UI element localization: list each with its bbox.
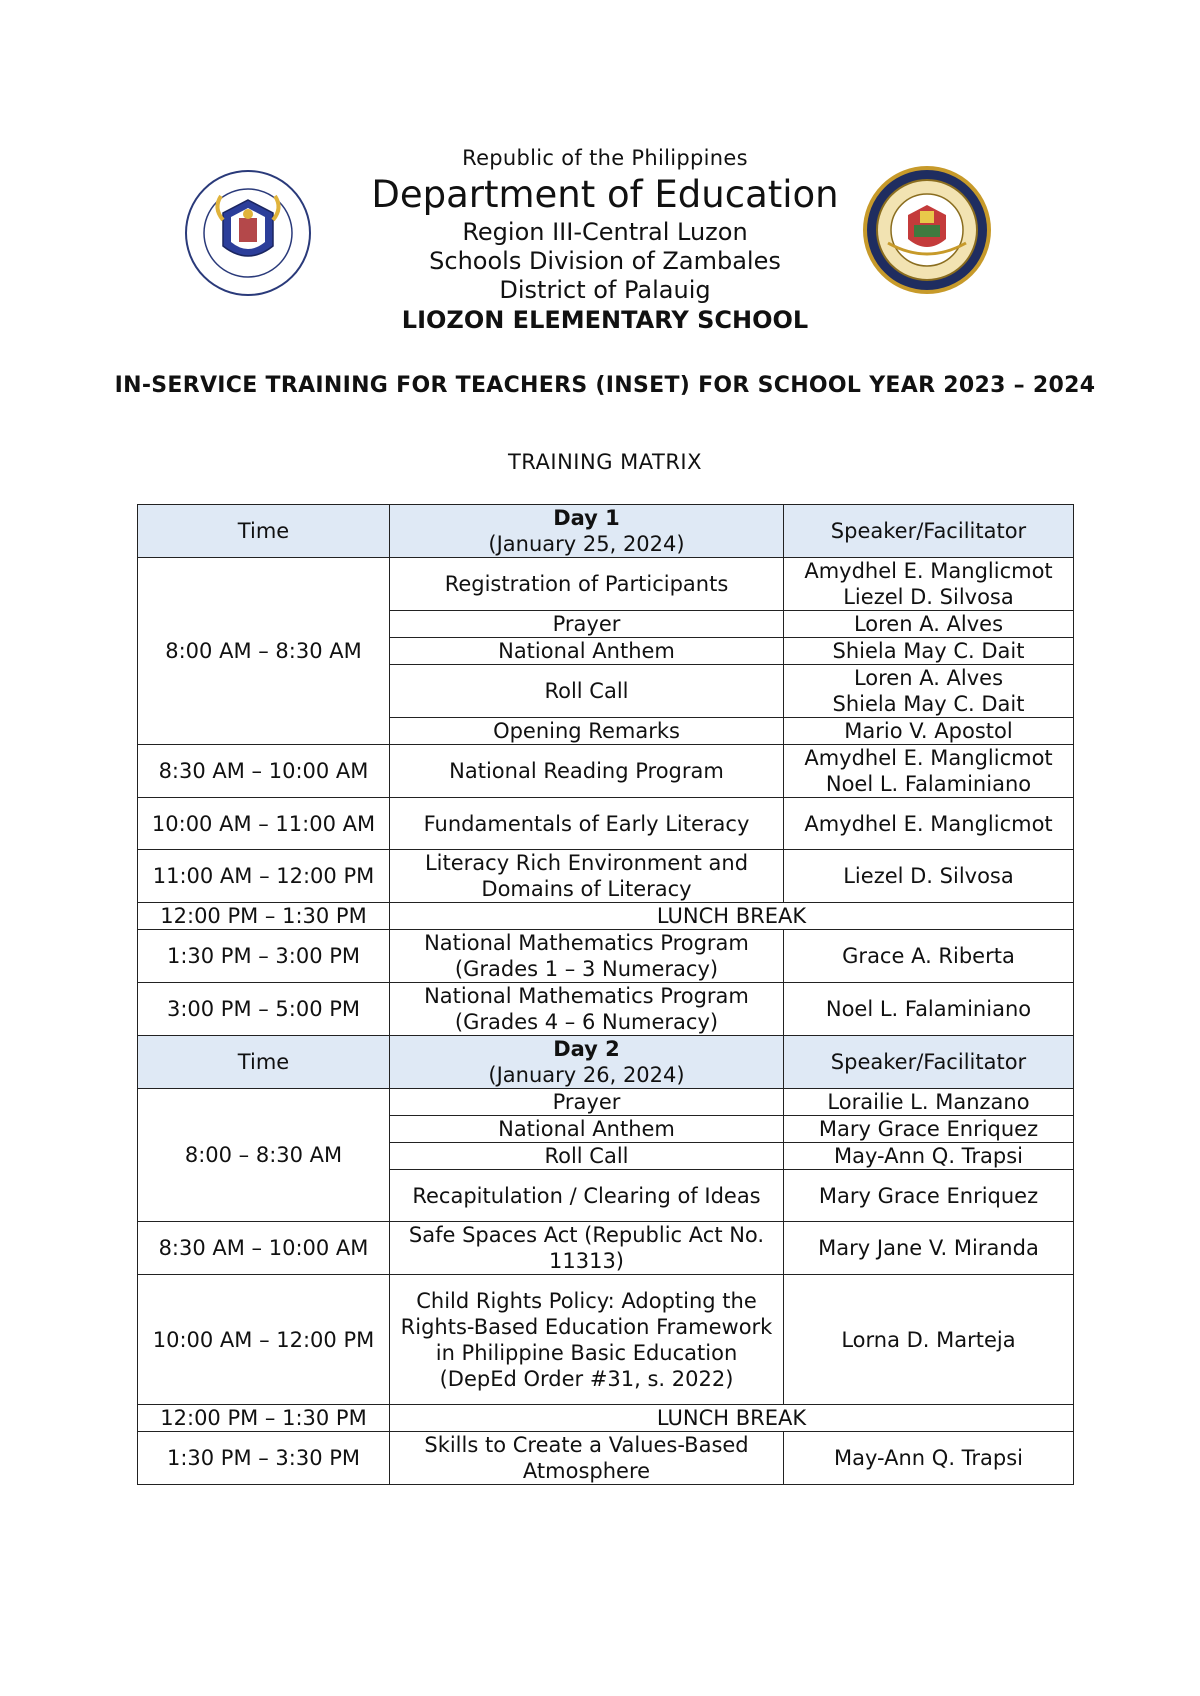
activity-cell: National Anthem	[390, 638, 784, 665]
table-row	[138, 983, 1074, 1036]
speaker-cell: Amydhel E. Manglicmot	[784, 798, 1074, 850]
day1-header	[390, 505, 784, 558]
activity-cell: Child Rights Policy: Adopting the Rights-Based Education Framework in Philippine Basic Education (DepEd Order #31, s. 2022)	[390, 1275, 784, 1405]
table-row	[138, 1222, 1074, 1275]
activity-cell: Literacy Rich Environment and Domains of Literacy	[390, 850, 784, 903]
day2-label: Day 2	[553, 1037, 620, 1061]
time-cell: 12:00 PM – 1:30 PM	[138, 903, 390, 930]
speaker-cell: May-Ann Q. Trapsi	[784, 1432, 1074, 1485]
document-title: IN-SERVICE TRAINING FOR TEACHERS (INSET) FOR SCHOOL YEAR 2023 – 2024	[114, 373, 1096, 398]
time-cell: 11:00 AM – 12:00 PM	[138, 850, 390, 903]
time-cell: 8:00 AM – 8:30 AM	[138, 558, 390, 745]
day2-date: (January 26, 2024)	[488, 1063, 685, 1087]
table-row	[138, 1432, 1074, 1485]
matrix-title: TRAINING MATRIX	[507, 450, 703, 474]
department-name: Department of Education	[371, 173, 839, 216]
speaker-cell: Shiela May C. Dait	[784, 638, 1074, 665]
lunch-row	[138, 1405, 1074, 1432]
lunch-row	[138, 903, 1074, 930]
activity-cell: Registration of Participants	[390, 558, 784, 611]
school-name: LIOZON ELEMENTARY SCHOOL	[401, 306, 809, 334]
day1-date: (January 25, 2024)	[488, 532, 685, 556]
activity-cell: Opening Remarks	[390, 718, 784, 745]
activity-cell: National Mathematics Program (Grades 4 – 6 Numeracy)	[390, 983, 784, 1036]
time-cell: 3:00 PM – 5:00 PM	[138, 983, 390, 1036]
time-cell: 1:30 PM – 3:00 PM	[138, 930, 390, 983]
speaker-cell: May-Ann Q. Trapsi	[784, 1143, 1074, 1170]
republic-line: Republic of the Philippines	[462, 146, 748, 170]
time-header: Time	[138, 1036, 390, 1089]
time-cell: 1:30 PM – 3:30 PM	[138, 1432, 390, 1485]
activity-cell: Roll Call	[390, 665, 784, 718]
activity-cell: National Reading Program	[390, 745, 784, 798]
activity-cell: Safe Spaces Act (Republic Act No. 11313)	[390, 1222, 784, 1275]
activity-cell: Fundamentals of Early Literacy	[390, 798, 784, 850]
speaker-cell: Lorna D. Marteja	[784, 1275, 1074, 1405]
speaker-cell: Loren A. Alves	[784, 611, 1074, 638]
time-cell: 8:30 AM – 10:00 AM	[138, 1222, 390, 1275]
speaker-cell: Mary Jane V. Miranda	[784, 1222, 1074, 1275]
table-row	[138, 558, 1074, 611]
table-row	[138, 1089, 1074, 1116]
table-row	[138, 850, 1074, 903]
speaker-cell: Mario V. Apostol	[784, 718, 1074, 745]
table-row	[138, 930, 1074, 983]
district-line: District of Palauig	[499, 276, 711, 304]
time-header: Time	[138, 505, 390, 558]
letterhead	[0, 144, 1200, 335]
speaker-cell: Liezel D. Silvosa	[784, 850, 1074, 903]
activity-cell: Skills to Create a Values-Based Atmosphere	[390, 1432, 784, 1485]
speaker-header: Speaker/Facilitator	[784, 505, 1074, 558]
speaker-name: Noel L. Falaminiano	[825, 772, 1032, 796]
activity-cell: National Anthem	[390, 1116, 784, 1143]
time-cell: 8:30 AM – 10:00 AM	[138, 745, 390, 798]
day2-header	[390, 1036, 784, 1089]
activity-cell: Prayer	[390, 611, 784, 638]
training-matrix-table	[137, 504, 1074, 1485]
activity-cell: National Mathematics Program (Grades 1 – 3 Numeracy)	[390, 930, 784, 983]
speaker-name: Amydhel E. Manglicmot	[804, 746, 1053, 770]
day1-label: Day 1	[553, 506, 620, 530]
speaker-name: Shiela May C. Dait	[832, 692, 1025, 716]
time-cell: 10:00 AM – 12:00 PM	[138, 1275, 390, 1405]
activity-cell: Prayer	[390, 1089, 784, 1116]
speaker-cell: Lorailie L. Manzano	[784, 1089, 1074, 1116]
day1-header-row	[138, 505, 1074, 558]
speaker-name: Liezel D. Silvosa	[843, 585, 1014, 609]
speaker-cell	[784, 558, 1074, 611]
time-cell: 12:00 PM – 1:30 PM	[138, 1405, 390, 1432]
table-row	[138, 745, 1074, 798]
day2-header-row	[138, 1036, 1074, 1089]
division-line: Schools Division of Zambales	[429, 247, 781, 275]
table-row	[138, 798, 1074, 850]
time-cell: 10:00 AM – 11:00 AM	[138, 798, 390, 850]
speaker-name: Loren A. Alves	[853, 666, 1004, 690]
lunch-break-cell: LUNCH BREAK	[390, 903, 1074, 930]
activity-cell: Roll Call	[390, 1143, 784, 1170]
speaker-cell: Mary Grace Enriquez	[784, 1170, 1074, 1222]
speaker-name: Amydhel E. Manglicmot	[804, 559, 1053, 583]
speaker-cell: Grace A. Riberta	[784, 930, 1074, 983]
region-line: Region III-Central Luzon	[462, 218, 748, 246]
speaker-cell	[784, 745, 1074, 798]
time-cell: 8:00 – 8:30 AM	[138, 1089, 390, 1222]
speaker-header: Speaker/Facilitator	[784, 1036, 1074, 1089]
table-row	[138, 1275, 1074, 1405]
speaker-cell: Mary Grace Enriquez	[784, 1116, 1074, 1143]
lunch-break-cell: LUNCH BREAK	[390, 1405, 1074, 1432]
speaker-cell	[784, 665, 1074, 718]
activity-cell: Recapitulation / Clearing of Ideas	[390, 1170, 784, 1222]
speaker-cell: Noel L. Falaminiano	[784, 983, 1074, 1036]
